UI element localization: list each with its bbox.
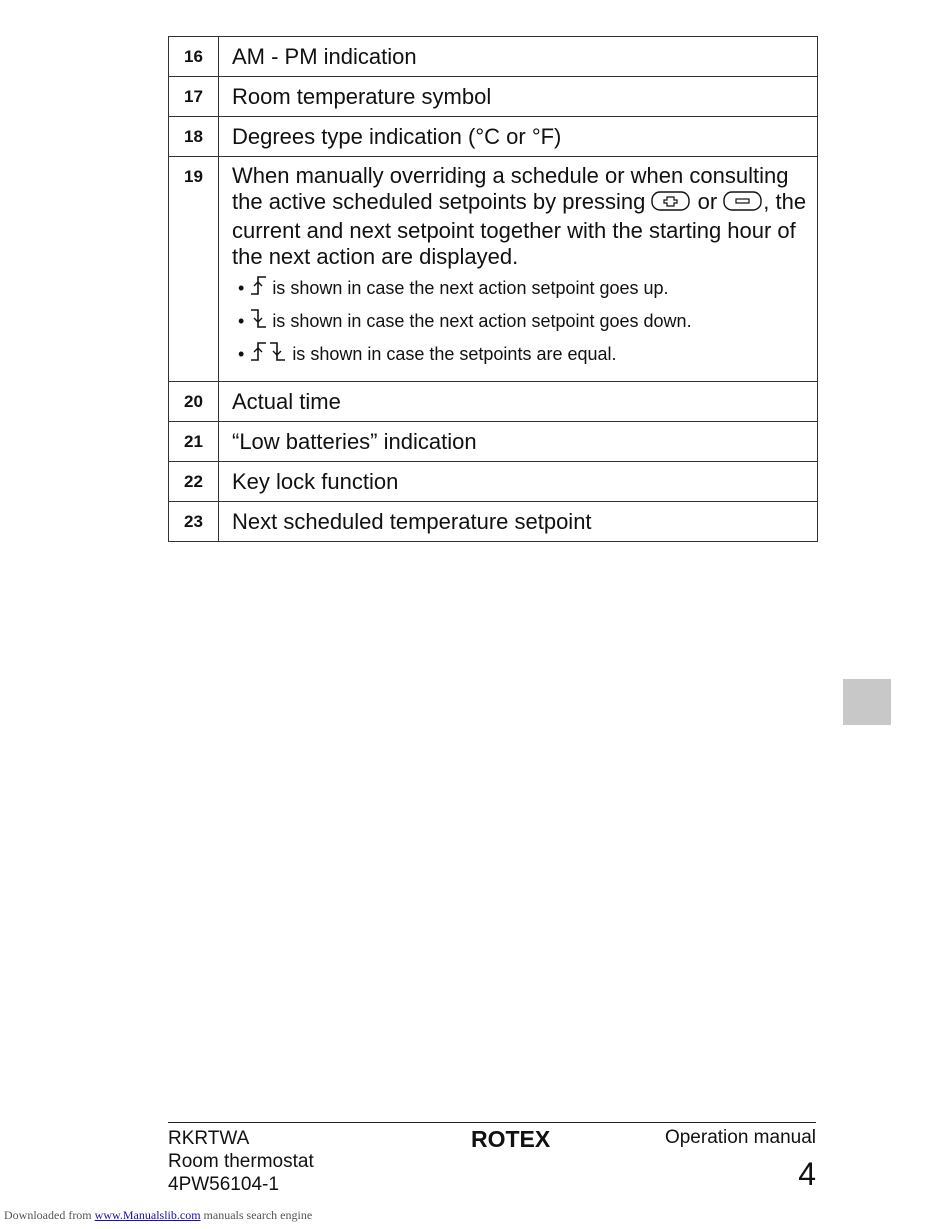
table-row: [169, 117, 818, 157]
bullet-text: is shown in case the setpoints are equal.: [292, 344, 617, 364]
row-description: AM - PM indication: [219, 37, 818, 77]
footer-doc-type: Operation manual: [664, 1127, 816, 1148]
footer-product: Room thermostat: [168, 1151, 314, 1172]
row-number: 23: [169, 502, 219, 542]
download-notice: [4, 1208, 312, 1223]
bullet-text: is shown in case the next action setpoint goes down.: [272, 311, 692, 331]
table-row: [169, 502, 818, 542]
row-description: “Low batteries” indication: [219, 422, 818, 462]
list-item: [238, 307, 807, 340]
brand-logo: ROTEX: [471, 1126, 551, 1152]
row-number: 21: [169, 422, 219, 462]
footer-model: RKRTWA: [168, 1128, 250, 1149]
row-description: Key lock function: [219, 462, 818, 502]
bullet-dot: •: [238, 278, 245, 298]
row-description: [219, 157, 818, 382]
download-prefix: Downloaded from: [4, 1208, 92, 1222]
row-description: Degrees type indication (°C or °F): [219, 117, 818, 157]
row-description: Next scheduled temperature setpoint: [219, 502, 818, 542]
table-row: [169, 422, 818, 462]
row-number: 22: [169, 462, 219, 502]
explanation-intro: When manually overriding a schedule or when consulting the active scheduled setpoints by pressing: [232, 163, 789, 214]
row-description: Room temperature symbol: [219, 77, 818, 117]
row-description: Actual time: [219, 382, 818, 422]
table-row: [169, 382, 818, 422]
comma: ,: [763, 189, 770, 214]
bullet-dot: •: [238, 344, 245, 364]
row-number: 17: [169, 77, 219, 117]
table-row: [169, 157, 818, 382]
list-item: [238, 340, 807, 373]
row-number: 20: [169, 382, 219, 422]
table-row: [169, 77, 818, 117]
symbol-bullet-list: [238, 274, 807, 373]
table-row: [169, 37, 818, 77]
download-suffix: manuals search engine: [203, 1208, 313, 1222]
step-down-icon: [250, 307, 268, 340]
setpoint-explanation: [232, 163, 807, 270]
row-number: 18: [169, 117, 219, 157]
bullet-dot: •: [238, 311, 245, 331]
list-item: [238, 274, 807, 307]
footer-divider: [168, 1122, 816, 1123]
manualslib-link[interactable]: www.Manualslib.com: [94, 1208, 201, 1222]
or-word: or: [697, 189, 718, 214]
minus-key-icon: [723, 190, 763, 218]
step-up-icon: [250, 274, 268, 307]
footer-product-info: [168, 1127, 314, 1196]
table-row: [169, 462, 818, 502]
row-number: 19: [169, 157, 219, 382]
row-number: 16: [169, 37, 219, 77]
page-number: 4: [798, 1156, 816, 1192]
step-up-down-icon: [250, 340, 288, 373]
footer-code: 4PW56104-1: [168, 1174, 279, 1195]
chapter-tab-marker: [843, 679, 891, 725]
bullet-text: is shown in case the next action setpoint goes up.: [272, 278, 669, 298]
legend-table: [168, 36, 818, 542]
plus-key-icon: [651, 190, 691, 218]
explanation-outro: the current and next setpoint together with the starting hour of the next action are displayed.: [232, 189, 807, 269]
